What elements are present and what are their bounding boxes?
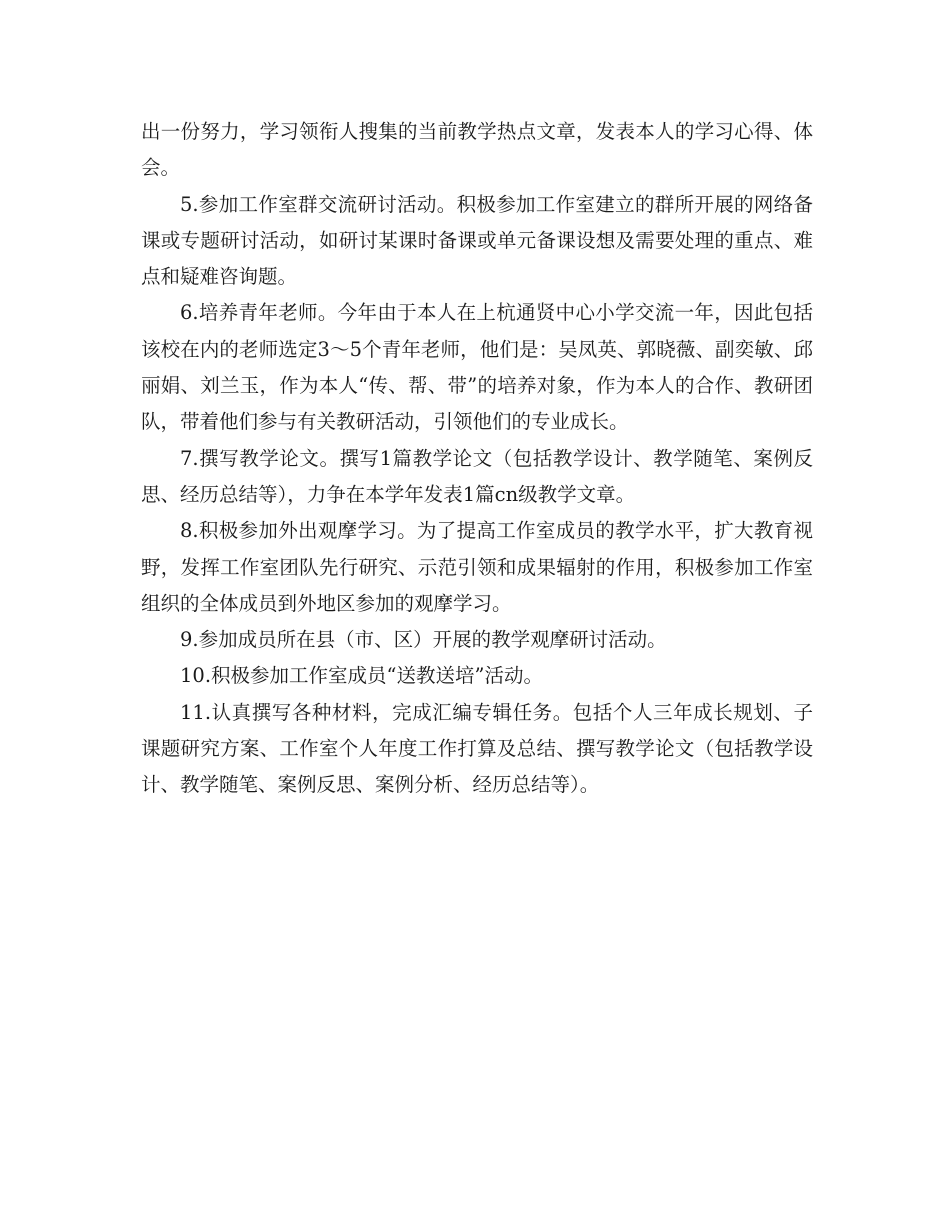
paragraph-item-10: 10.积极参加工作室成员“送教送培”活动。 <box>180 664 543 688</box>
paragraph-item-7: 7.撰写教学论文。撰写1篇教学论文（包括教学设计、教学随笔、案例反思、经历总结等），力争在本学年发表1篇cn级教学文章。 <box>141 446 813 506</box>
paragraph-item-11: 11.认真撰写各种材料，完成汇编专辑任务。包括个人三年成长规划、子课题研究方案、工作室个人年度工作打算及总结、撰写教学论文（包括教学设计、教学随笔、案例反思、案例分析、经历总结等）。 <box>141 700 813 797</box>
paragraph-item-8: 8.积极参加外出观摩学习。为了提高工作室成员的教学水平，扩大教育视野，发挥工作室团队先行研究、示范引领和成果辐射的作用，积极参加工作室组织的全体成员到外地区参加的观摩学习。 <box>141 519 813 615</box>
paragraph-item-9: 9.参加成员所在县（市、区）开展的教学观摩研讨活动。 <box>180 628 667 652</box>
paragraph-item-5: 5.参加工作室群交流研讨活动。积极参加工作室建立的群所开展的网络备课或专题研讨活动，如研讨某课时备课或单元备课设想及需要处理的重点、难点和疑难咨询题。 <box>141 192 813 289</box>
paragraph-item-6: 6.培养青年老师。今年由于本人在上杭通贤中心小学交流一年，因此包括该校在内的老师选定3～5个青年老师，他们是：吴凤英、郭晓薇、副奕敏、邱丽娟、刘兰玉，作为本人“传、帮、带”的培养对象，作为本人的合作、教研团队，带着他们参与有关教研活动，引领他们的专业成长。 <box>141 301 813 434</box>
document-body <box>141 114 813 804</box>
paragraph-continuation: 出一份努力，学习领衔人搜集的当前教学热点文章，发表本人的学习心得、体会。 <box>141 120 813 180</box>
